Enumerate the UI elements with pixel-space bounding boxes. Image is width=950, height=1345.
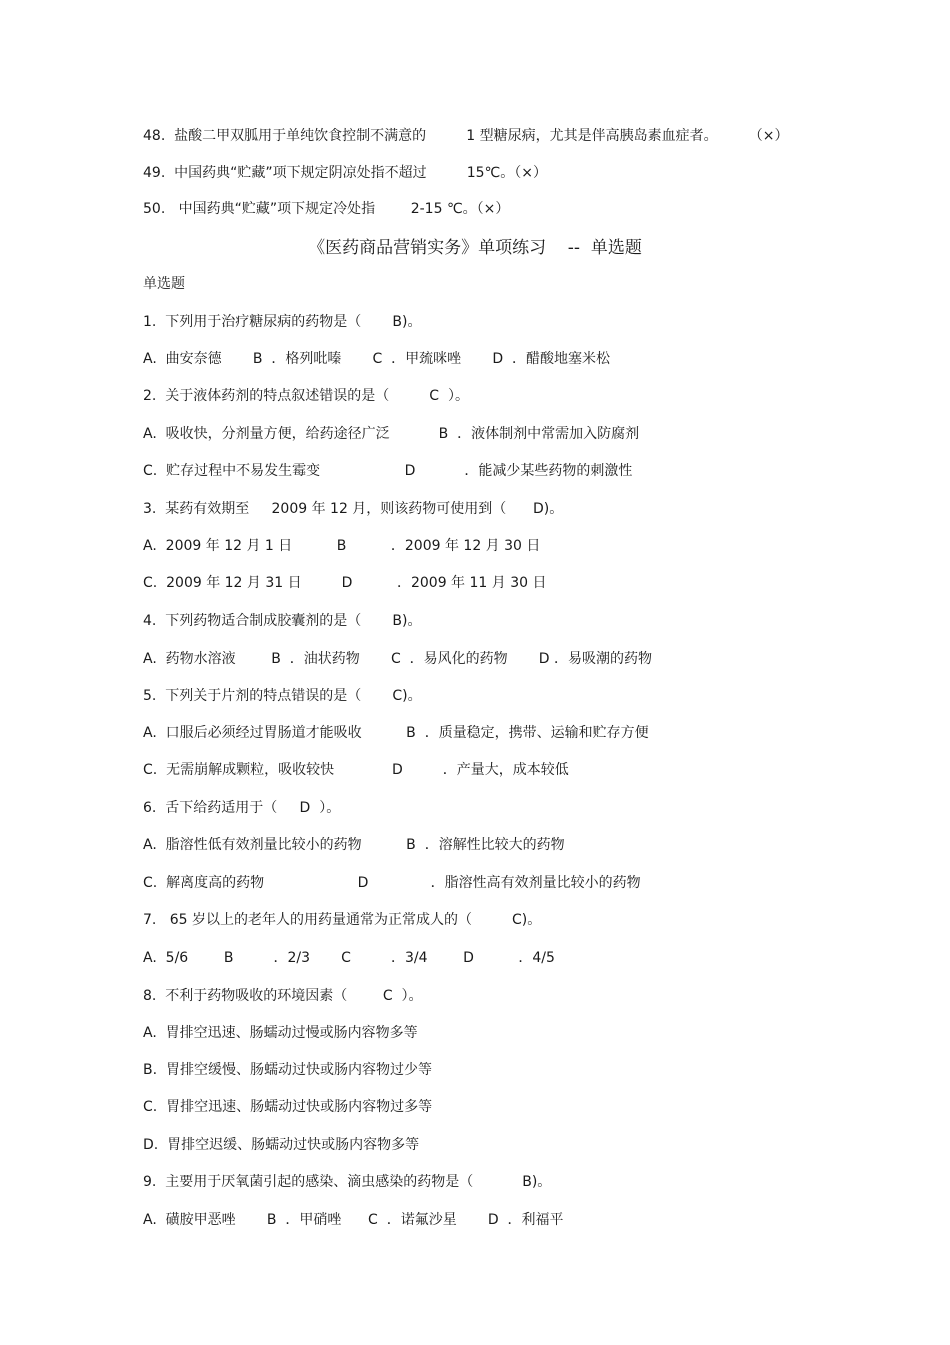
question-stem-9: 9. 主要用于厌氧菌引起的感染、滴虫感染的药物是（ B)。	[143, 1174, 552, 1190]
tf-item-48: 48. 盐酸二甲双胍用于单纯饮食控制不满意的 1 型糖尿病，尤其是伴高胰岛素血症者。 （×）	[143, 128, 789, 144]
question-option-line: A. 磺胺甲恶唑 B ．甲硝唑 C ．诺氟沙星 D ．利福平	[143, 1212, 564, 1228]
question-option-line: C. 贮存过程中不易发生霉变 D ．能减少某些药物的刺激性	[143, 463, 633, 479]
question-option-line: C. 无需崩解成颗粒，吸收较快 D ．产量大，成本较低	[143, 762, 569, 778]
question-option-line: C. 胃排空迅速、肠蠕动过快或肠内容物过多等	[143, 1099, 433, 1115]
question-option-line: C. 2009 年 12 月 31 日 D ．2009 年 11 月 30 日	[143, 575, 547, 591]
question-option-line: A. 2009 年 12 月 1 日 B ．2009 年 12 月 30 日	[143, 538, 541, 554]
question-option-line: B. 胃排空缓慢、肠蠕动过快或肠内容物过少等	[143, 1062, 432, 1078]
question-stem-1: 1. 下列用于治疗糖尿病的药物是（ B)。	[143, 314, 422, 330]
question-option-line: A. 口服后必须经过胃肠道才能吸收 B ．质量稳定，携带、运输和贮存方便	[143, 725, 649, 741]
question-stem-5: 5. 下列关于片剂的特点错误的是（ C)。	[143, 688, 422, 704]
question-option-line: A. 5/6 B ．2/3 C ．3/4 D ．4/5	[143, 950, 555, 966]
tf-item-50: 50. 中国药典“贮藏”项下规定冷处指 2-15 ℃。（×）	[143, 201, 510, 217]
question-stem-2: 2. 关于液体药剂的特点叙述错误的是（ C ）。	[143, 388, 469, 404]
section-label: 单选题	[143, 276, 185, 292]
question-stem-8: 8. 不利于药物吸收的环境因素（ C ）。	[143, 988, 423, 1004]
question-stem-7: 7. 65 岁以上的老年人的用药量通常为正常成人的（ C)。	[143, 912, 542, 928]
question-stem-6: 6. 舌下给药适用于（ D ）。	[143, 800, 341, 816]
question-stem-3: 3. 某药有效期至 2009 年 12 月，则该药物可使用到（ D)。	[143, 501, 564, 517]
question-option-line: A. 曲安奈德 B ．格列吡嗪 C ．甲巯咪唑 D ．醋酸地塞米松	[143, 351, 610, 367]
question-option-line: A. 药物水溶液 B ．油状药物 C ．易风化的药物 D ．易吸潮的药物	[143, 651, 652, 667]
question-stem-4: 4. 下列药物适合制成胶囊剂的是（ B)。	[143, 613, 422, 629]
question-option-line: D. 胃排空迟缓、肠蠕动过快或肠内容物多等	[143, 1137, 420, 1153]
question-option-line: C. 解离度高的药物 D ．脂溶性高有效剂量比较小的药物	[143, 875, 641, 891]
question-option-line: A. 脂溶性低有效剂量比较小的药物 B ．溶解性比较大的药物	[143, 837, 565, 853]
section-title: 《医药商品营销实务》单项练习 -- 单选题	[308, 238, 642, 258]
question-option-line: A. 胃排空迅速、肠蠕动过慢或肠内容物多等	[143, 1025, 418, 1041]
question-option-line: A. 吸收快，分剂量方便，给药途径广泛 B ．液体制剂中常需加入防腐剂	[143, 426, 640, 442]
tf-item-49: 49. 中国药典“贮藏”项下规定阴凉处指不超过 15℃。（×）	[143, 165, 547, 181]
